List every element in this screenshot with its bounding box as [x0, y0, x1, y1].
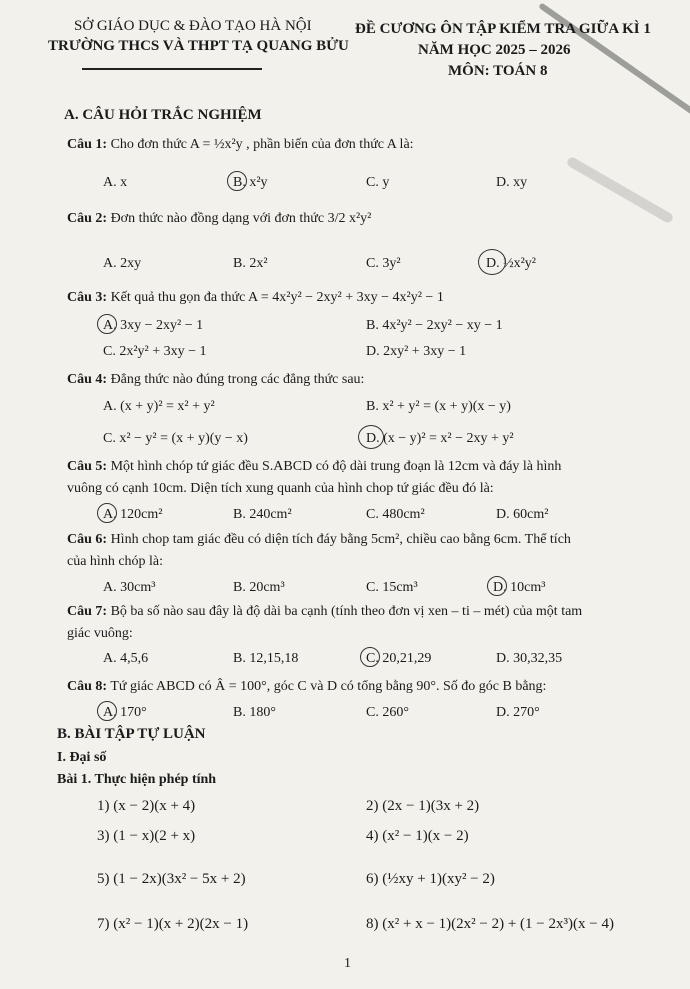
- q5-option-a: A. 120cm²: [103, 507, 163, 522]
- q3-option-d: D. 2xy² + 3xy − 1: [366, 344, 467, 359]
- q7-option-a: A. 4,5,6: [103, 651, 149, 666]
- q4-option-c: C. x² − y² = (x + y)(y − x): [103, 431, 248, 446]
- exercise-8: 8) (x² + x − 1)(2x² − 2) + (1 − 2x³)(x − 4): [366, 916, 614, 932]
- exercise-1: 1) (x − 2)(x + 4): [97, 798, 196, 814]
- question-4-text: Đẳng thức nào đúng trong các đẳng thức sau:: [110, 372, 365, 387]
- q7-option-c: C. 20,21,29: [366, 651, 432, 666]
- q3-answer-circle: [97, 314, 117, 334]
- bai-1-title: Bài 1. Thực hiện phép tính: [57, 772, 217, 787]
- question-3-text: Kết quả thu gọn đa thức A = 4x²y² − 2xy² + 3xy − 4x²y² − 1: [110, 290, 444, 305]
- question-2-label: Câu 2:: [67, 211, 108, 226]
- page-number: 1: [344, 956, 351, 971]
- q1-option-c: C. y: [366, 175, 390, 190]
- q2-option-b: B. 2x²: [233, 256, 268, 271]
- q2-option-a: A. 2xy: [103, 256, 142, 271]
- q6-option-d: D. 10cm³: [493, 580, 546, 595]
- exercise-6: 6) (½xy + 1)(xy² − 2): [366, 871, 495, 887]
- q6-option-c: C. 15cm³: [366, 580, 418, 595]
- q8-option-b: B. 180°: [233, 705, 276, 720]
- question-6: [67, 532, 571, 548]
- question-4-label: Câu 4:: [67, 372, 108, 387]
- question-7-label: Câu 7:: [67, 604, 108, 619]
- q2-answer-circle: [478, 249, 506, 275]
- question-7-text: Bộ ba số nào sau đây là độ dài ba cạnh (tính theo đơn vị xen – ti – mét) của một tam: [110, 604, 583, 619]
- question-5-text-line2: vuông có cạnh 10cm. Diện tích xung quanh của hình chop tứ giác đều đó là:: [67, 481, 494, 496]
- q8-answer-circle: [97, 701, 117, 721]
- header-subject: MÔN: TOÁN 8: [448, 63, 548, 79]
- q5-option-b: B. 240cm²: [233, 507, 292, 522]
- question-5: [67, 459, 561, 475]
- q8-option-c: C. 260°: [366, 705, 409, 720]
- q5-answer-circle: [97, 503, 117, 523]
- question-3-label: Câu 3:: [67, 290, 108, 305]
- question-8-text: Tứ giác ABCD có Â = 100°, góc C và D có tổng bằng 90°. Số đo góc B bằng:: [110, 679, 547, 694]
- q2-option-d: D. ½x²y²: [486, 256, 537, 271]
- q4-answer-circle: [358, 425, 384, 449]
- question-4: [67, 372, 364, 388]
- question-6-text: Hình chop tam giác đều có diện tích đáy bằng 5cm², chiều cao bằng 6cm. Thể tích: [110, 532, 571, 547]
- q6-option-b: B. 20cm³: [233, 580, 285, 595]
- question-3: [67, 290, 444, 306]
- question-2: [67, 211, 371, 227]
- q4-option-b: B. x² + y² = (x + y)(x − y): [366, 399, 511, 414]
- section-b-title: B. BÀI TẬP TỰ LUẬN: [57, 726, 206, 742]
- q3-option-b: B. 4x²y² − 2xy² − xy − 1: [366, 318, 503, 333]
- q6-answer-circle: [487, 576, 507, 596]
- header-dept: SỞ GIÁO DỤC & ĐÀO TẠO HÀ NỘI: [74, 18, 312, 34]
- q1-option-a: A. x: [103, 175, 128, 190]
- q5-option-c: C. 480cm²: [366, 507, 425, 522]
- header-underline: [82, 68, 262, 70]
- q1-answer-circle: [227, 171, 247, 191]
- question-5-label: Câu 5:: [67, 459, 108, 474]
- q5-option-d: D. 60cm²: [496, 507, 549, 522]
- question-7-text-line2: giác vuông:: [67, 626, 133, 641]
- exercise-2: 2) (2x − 1)(3x + 2): [366, 798, 480, 814]
- exercise-3: 3) (1 − x)(2 + x): [97, 828, 196, 844]
- q1-option-d: D. xy: [496, 175, 528, 190]
- q3-option-c: C. 2x²y² + 3xy − 1: [103, 344, 207, 359]
- q7-option-b: B. 12,15,18: [233, 651, 299, 666]
- q6-option-a: A. 30cm³: [103, 580, 156, 595]
- question-1: [67, 137, 414, 153]
- scan-shadow-faint: [566, 156, 675, 225]
- question-8: [67, 679, 546, 695]
- question-5-text: Một hình chóp tứ giác đều S.ABCD có độ dài trung đoạn là 12cm và đáy là hình: [110, 459, 562, 474]
- question-8-label: Câu 8:: [67, 679, 108, 694]
- q4-option-a: A. (x + y)² = x² + y²: [103, 399, 215, 414]
- q7-answer-circle: [360, 647, 380, 667]
- q8-option-a: A. 170°: [103, 705, 147, 720]
- q2-option-c: C. 3y²: [366, 256, 401, 271]
- q4-option-d: D. (x − y)² = x² − 2xy + y²: [366, 431, 514, 446]
- question-1-text: Cho đơn thức A = ½x²y , phần biến của đơn thức A là:: [110, 137, 414, 152]
- section-a-title: A. CÂU HỎI TRẮC NGHIỆM: [64, 107, 262, 123]
- question-6-text-line2: của hình chóp là:: [67, 554, 164, 569]
- question-6-label: Câu 6:: [67, 532, 108, 547]
- question-1-label: Câu 1:: [67, 137, 108, 152]
- header-title: ĐỀ CƯƠNG ÔN TẬP KIỂM TRA GIỮA KÌ 1: [355, 21, 651, 37]
- exercise-4: 4) (x² − 1)(x − 2): [366, 828, 469, 844]
- exercise-7: 7) (x² − 1)(x + 2)(2x − 1): [97, 916, 249, 932]
- q8-option-d: D. 270°: [496, 705, 540, 720]
- q3-option-a: A. 3xy − 2xy² − 1: [103, 318, 204, 333]
- part-i-title: I. Đại số: [57, 750, 107, 765]
- question-2-text: Đơn thức nào đồng dạng với đơn thức 3/2 x²y²: [110, 211, 372, 226]
- header-school: TRƯỜNG THCS VÀ THPT TẠ QUANG BỬU: [48, 38, 349, 54]
- exercise-5: 5) (1 − 2x)(3x² − 5x + 2): [97, 871, 246, 887]
- header-year: NĂM HỌC 2025 – 2026: [418, 42, 571, 58]
- question-7: [67, 604, 582, 620]
- q1-option-b: B. x²y: [233, 175, 268, 190]
- q7-option-d: D. 30,32,35: [496, 651, 563, 666]
